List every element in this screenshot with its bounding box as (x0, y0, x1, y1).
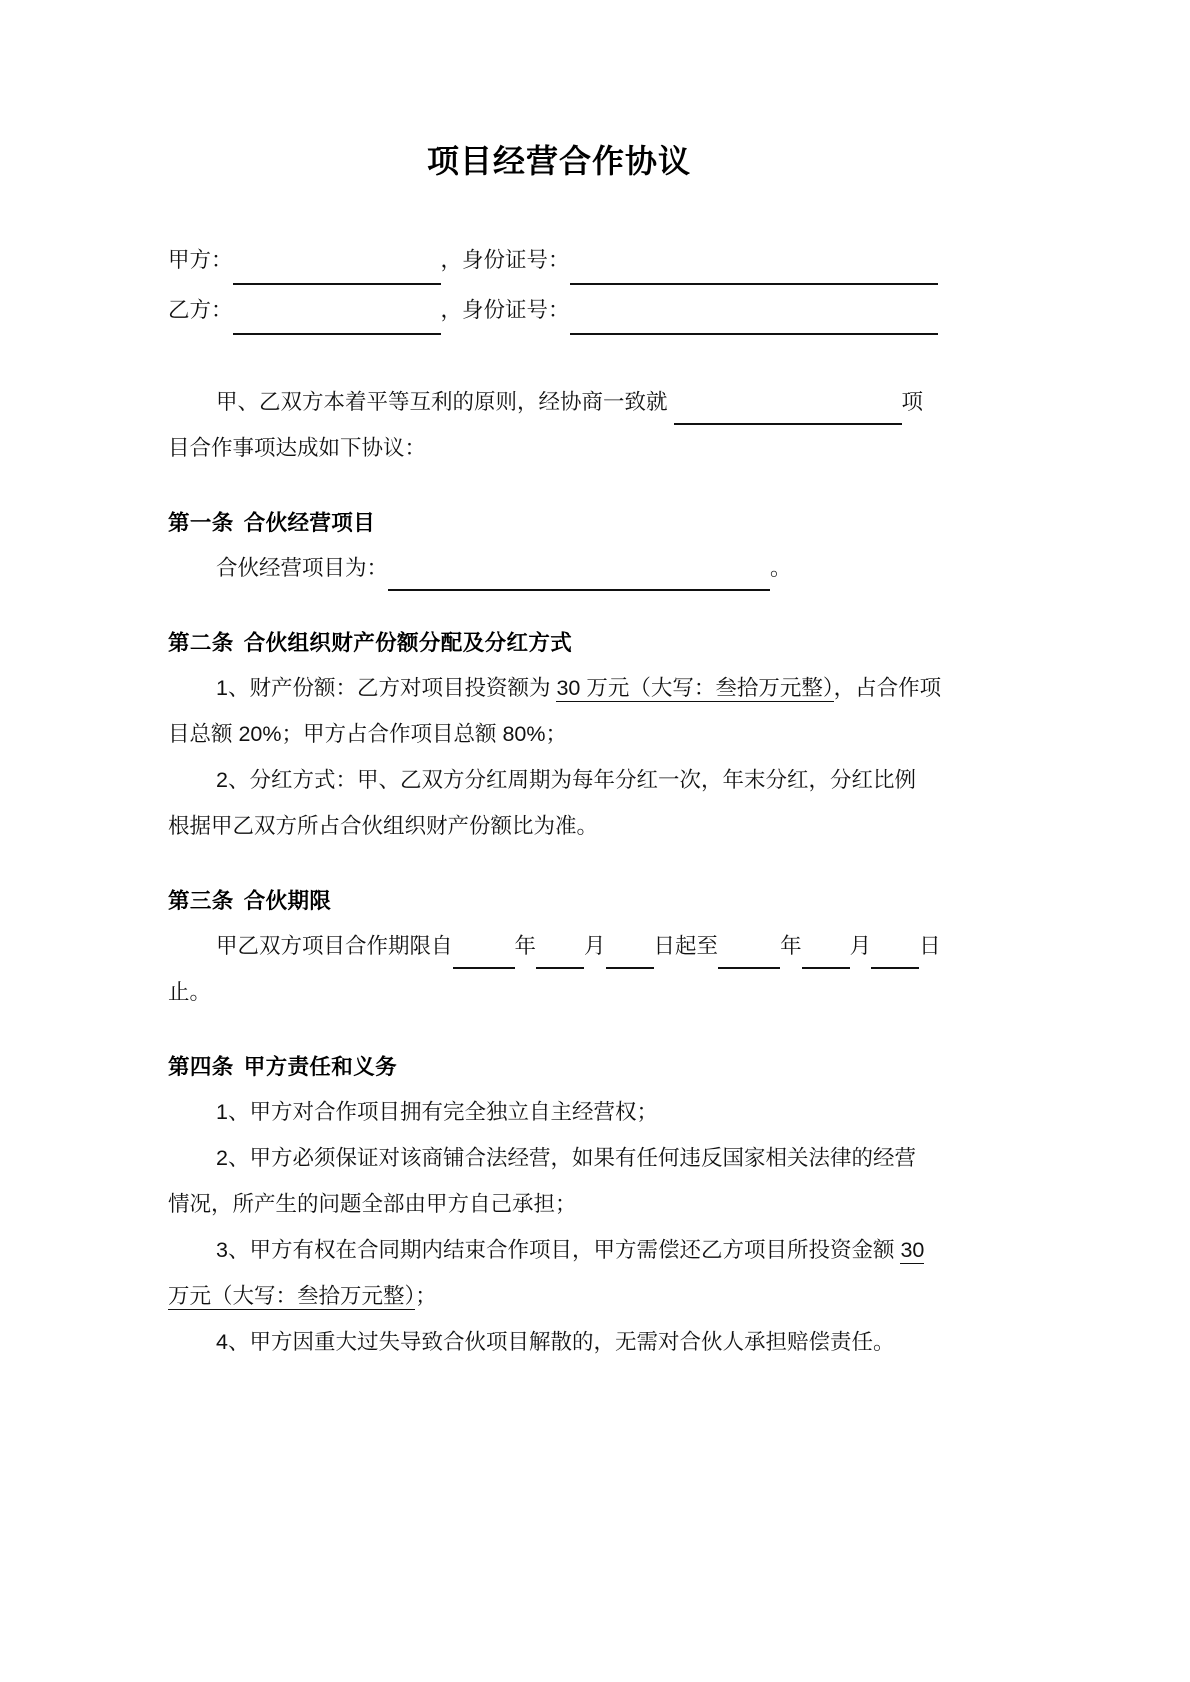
term-start-year-blank[interactable] (453, 945, 515, 970)
section-1-heading (168, 501, 950, 545)
section-4-item-3-amount-words: 万元（大写：叁拾万元整） (168, 1284, 416, 1309)
party-separator-yifang: ， (440, 298, 463, 323)
section-4-item-3 (168, 1227, 950, 1273)
section-4-item-1: 1、甲方对合作项目拥有完全独立自主经营权； (216, 1100, 658, 1125)
term-start-month-label: 月 (584, 934, 606, 959)
party-separator-jiafang: ， (440, 248, 463, 273)
preamble-text-before: 甲、乙双方本着平等互利的原则，经协商一致就 (216, 390, 668, 415)
preamble-text-after: 项 (901, 390, 924, 415)
section-3 (168, 879, 950, 1015)
section-2-title: 合伙组织财产份额分配及分红方式 (243, 631, 573, 656)
term-end-day-blank[interactable] (871, 945, 919, 970)
section-2-item-2-cont: 根据甲乙双方所占合伙组织财产份额比为准。 (168, 814, 599, 839)
party-line-jiafang (168, 235, 950, 285)
parties-block (168, 235, 950, 335)
section-3-title: 合伙期限 (243, 889, 332, 914)
party-name-blank-jiafang[interactable] (233, 261, 441, 286)
party-id-blank-jiafang[interactable] (570, 261, 938, 286)
party-id-blank-yifang[interactable] (570, 311, 938, 336)
section-4-heading (168, 1045, 950, 1089)
section-3-number: 第三条 (168, 889, 234, 914)
term-end-month-label: 月 (849, 934, 872, 959)
section-4-number: 第四条 (168, 1055, 234, 1080)
preamble-project-blank[interactable] (674, 401, 902, 426)
section-2-item-1-cont: 目总额 20%；甲方占合作项目总额 80%； (168, 722, 568, 747)
section-4 (168, 1045, 950, 1365)
section-4-item-3-cont (168, 1273, 950, 1319)
section-1-project-blank[interactable] (388, 567, 770, 592)
party-id-label-yifang: 身份证号： (462, 298, 570, 323)
term-end-year-blank[interactable] (718, 945, 780, 970)
page-title: 项目经营合作协议 (426, 143, 691, 179)
section-1 (168, 501, 950, 591)
term-start-day-label: 日起至 (653, 934, 719, 959)
section-1-number: 第一条 (168, 511, 234, 536)
section-2-item-1-suffix: ，占合作项 (833, 676, 942, 701)
section-4-item-2: 2、甲方必须保证对该商铺合法经营，如果有任何违反国家相关法律的经营 (216, 1146, 916, 1171)
section-4-item-2-cont: 情况，所产生的问题全部由甲方自己承担； (168, 1192, 577, 1217)
document-content (168, 0, 950, 1365)
term-start-year-label: 年 (514, 934, 537, 959)
preamble-paragraph (168, 379, 950, 471)
section-1-item-1-period: 。 (770, 556, 792, 581)
section-3-term-prefix: 甲乙双方项目合作期限自 (216, 934, 453, 959)
section-4-item-3-prefix: 3、甲方有权在合同期内结束合作项目，甲方需偿还乙方项目所投资金额 (216, 1238, 901, 1263)
section-4-item-3-suffix: ； (415, 1284, 437, 1309)
party-id-label-jiafang: 身份证号： (462, 248, 570, 273)
section-2 (168, 621, 950, 849)
party-line-yifang (168, 285, 950, 335)
section-3-heading (168, 879, 950, 923)
section-4-item-4: 4、甲方因重大过失导致合伙项目解散的，无需对合伙人承担赔偿责任。 (216, 1330, 895, 1355)
preamble-line-2: 目合作事项达成如下协议： (168, 436, 427, 461)
section-3-term-line (168, 923, 950, 969)
section-2-item-1-amount: 30 万元（大写：叁拾万元整） (556, 676, 834, 701)
term-start-day-blank[interactable] (606, 945, 654, 970)
preamble-line-1 (168, 379, 950, 425)
section-2-item-1 (168, 665, 950, 711)
section-4-title: 甲方责任和义务 (243, 1055, 398, 1080)
party-role-label-jiafang: 甲方： (168, 248, 233, 273)
party-name-blank-yifang[interactable] (233, 311, 441, 336)
term-end-day-label: 日 (919, 934, 941, 959)
section-2-item-2: 2、分红方式：甲、乙双方分红周期为每年分红一次，年末分红，分红比例 (216, 768, 916, 793)
section-3-term-cont: 止。 (168, 980, 212, 1005)
section-2-item-1-prefix: 1、财产份额：乙方对项目投资额为 (216, 676, 557, 701)
section-4-item-3-amount-num: 30 (900, 1238, 925, 1263)
section-1-title: 合伙经营项目 (243, 511, 376, 536)
term-end-month-blank[interactable] (802, 945, 850, 970)
term-end-year-label: 年 (780, 934, 802, 959)
party-role-label-yifang: 乙方： (168, 298, 233, 323)
section-2-number: 第二条 (168, 631, 234, 656)
term-start-month-blank[interactable] (536, 945, 584, 970)
section-1-item-1 (168, 545, 950, 591)
section-1-item-1-label: 合伙经营项目为： (216, 556, 389, 581)
section-2-heading (168, 621, 950, 665)
